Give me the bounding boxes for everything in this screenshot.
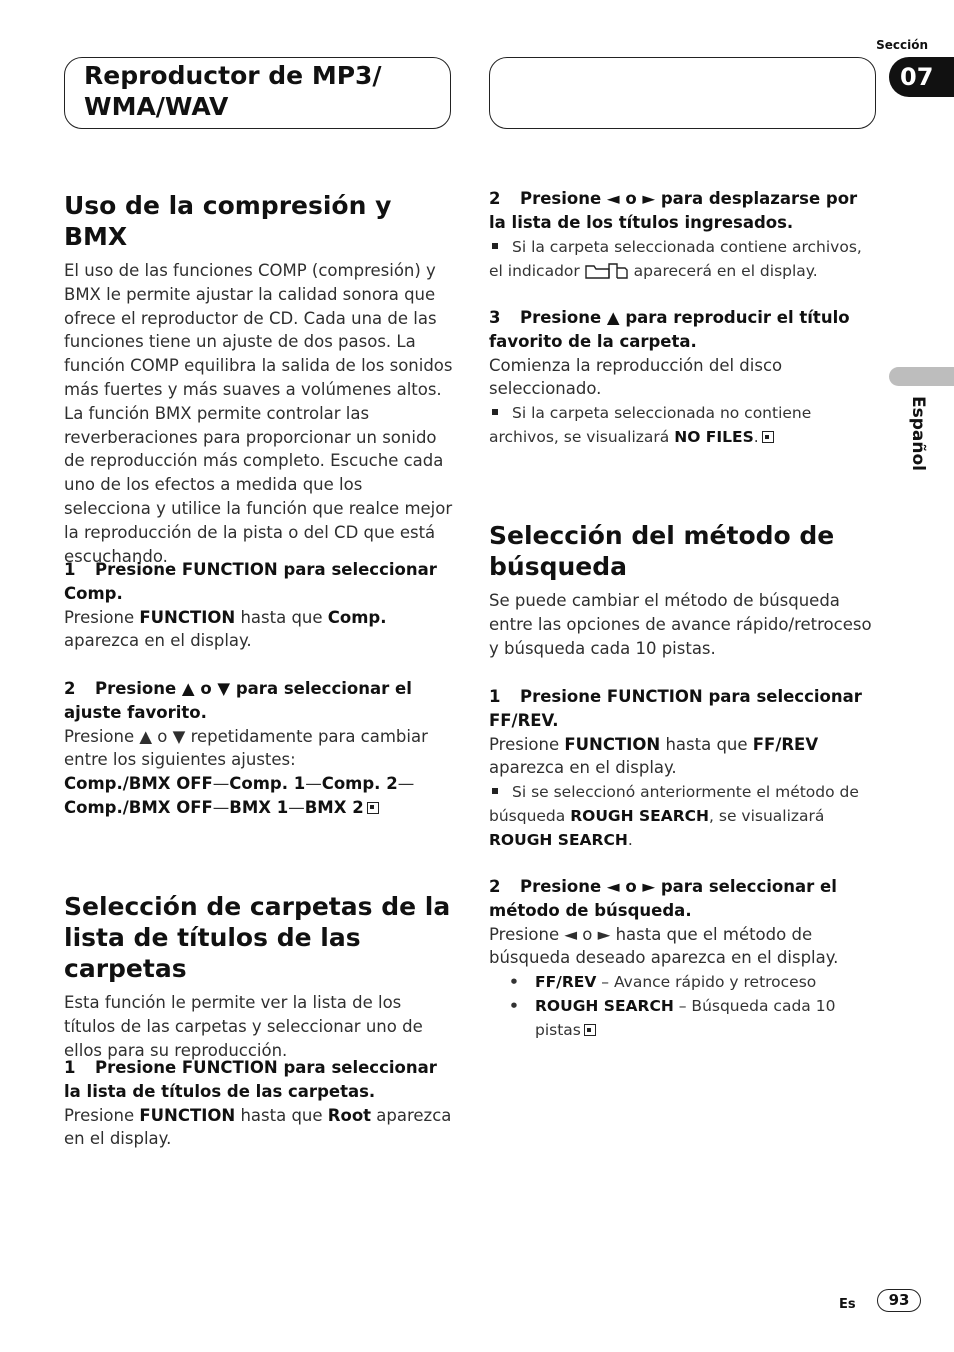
dash: — — [397, 774, 415, 794]
note — [489, 780, 877, 852]
footer-language-code: Es — [839, 1297, 856, 1312]
dash: — — [288, 797, 305, 817]
key-function: FUNCTION — [139, 607, 236, 627]
note-text: aparecerá en el display. — [628, 261, 818, 280]
section-title: Selección de carpetas de la lista de títulos de las carpetas — [64, 892, 451, 983]
text: aparezca en el display. — [489, 758, 677, 778]
section-compression-bmx — [64, 190, 454, 568]
dash: — — [305, 774, 322, 794]
step-title: Presione ◄ o ► para desplazarse por la lista de los títulos ingresados. — [489, 189, 858, 232]
section-title: Selección del método de búsqueda — [489, 521, 835, 581]
end-mark-icon — [367, 802, 379, 814]
bullet-icon: • — [509, 973, 519, 992]
step-2-select-method — [489, 875, 877, 1042]
text: hasta que — [660, 734, 753, 754]
section-title: Uso de la compresión y BMX — [64, 191, 392, 251]
setting-value: Comp. 2 — [321, 774, 398, 794]
text: aparezca en el display. — [64, 631, 252, 651]
text: Presione — [64, 1105, 140, 1125]
step-heading — [64, 1056, 454, 1104]
end-mark-icon — [762, 431, 774, 443]
step-number: 3 — [489, 308, 501, 327]
note-text: Si se seleccionó anteriormente el método de búsqueda — [489, 783, 859, 826]
page-number: 93 — [877, 1289, 921, 1312]
step-heading — [489, 875, 877, 923]
note-text: . — [627, 831, 633, 850]
step-1-ffrev — [489, 685, 877, 852]
step-title: Presione FUNCTION para seleccionar la lista de títulos de las carpetas. — [64, 1058, 437, 1101]
note-text: Si la carpeta seleccionada contiene archivos, el indicador — [489, 237, 862, 280]
settings-sequence — [64, 772, 454, 820]
step-heading — [489, 187, 877, 235]
dash: — — [212, 797, 230, 817]
step-heading — [489, 306, 877, 354]
note-bullet-icon — [492, 788, 498, 794]
display-rough-search: ROUGH SEARCH — [570, 807, 710, 826]
setting-value: Comp./BMX OFF — [64, 774, 213, 794]
display-root: Root — [327, 1105, 372, 1125]
end-mark-icon — [584, 1024, 596, 1036]
step-1-comp — [64, 558, 454, 653]
note-bullet-icon — [492, 243, 498, 249]
text: Presione — [64, 607, 140, 627]
section-search-method — [489, 520, 877, 660]
step-body: Presione ◄ o ► hasta que el método de búsqueda deseado aparezca en el display. — [489, 924, 839, 968]
key-function: FUNCTION — [139, 1105, 236, 1125]
text: aparezca en el display. — [64, 1105, 452, 1149]
step-title: Presione FUNCTION para seleccionar FF/REV. — [489, 687, 862, 730]
dash: — — [212, 774, 230, 794]
setting-value: Comp. 1 — [229, 774, 306, 794]
step-title: Presione ▲ para reproducir el título favorito de la carpeta. — [489, 308, 850, 351]
section-intro: Se puede cambiar el método de búsqueda entre las opciones de avance rápido/retroceso y búsqueda cada 10 pistas. — [489, 591, 872, 658]
display-comp: Comp. — [327, 607, 387, 627]
bullet-icon: • — [509, 997, 519, 1016]
step-number: 2 — [489, 877, 501, 896]
step-number: 1 — [64, 560, 76, 579]
key-function: FUNCTION — [564, 734, 661, 754]
step-body — [489, 733, 877, 781]
step-title: Presione ▲ o ▼ para seleccionar el ajuste favorito. — [64, 679, 412, 722]
section-label: Sección — [876, 38, 928, 52]
text: hasta que — [235, 1105, 328, 1125]
list-item — [489, 994, 877, 1042]
note-text: Si la carpeta seleccionada no contiene archivos, se visualizará — [489, 404, 812, 447]
display-rough-search: ROUGH SEARCH — [489, 831, 628, 850]
step-heading — [64, 677, 454, 725]
step-number: 2 — [489, 189, 501, 208]
option-desc: – Avance rápido y retroceso — [596, 973, 817, 992]
section-folder-list — [64, 891, 454, 1062]
step-body — [64, 1104, 454, 1152]
setting-value: Comp./BMX OFF — [64, 797, 213, 817]
step-number: 1 — [489, 687, 501, 706]
display-ffrev: FF/REV — [752, 734, 819, 754]
display-no-files: NO FILES — [674, 428, 754, 447]
folder-indicator-icon — [585, 263, 629, 279]
option-desc: – Búsqueda cada 10 pistas — [535, 997, 836, 1040]
note — [489, 401, 877, 449]
language-tab — [889, 367, 954, 386]
list-item — [489, 970, 877, 994]
section-number-badge: 07 — [889, 57, 954, 97]
step-body — [64, 606, 454, 654]
note-bullet-icon — [492, 409, 498, 415]
text: Presione — [489, 734, 565, 754]
step-heading — [64, 558, 454, 606]
blank-header-box — [489, 57, 876, 129]
note — [489, 235, 877, 283]
step-number: 1 — [64, 1058, 76, 1077]
section-intro: Esta función le permite ver la lista de los títulos de las carpetas y seleccionar uno de ellos para su reproducción. — [64, 993, 423, 1060]
step-heading — [489, 685, 877, 733]
step-body: Presione ▲ o ▼ repetidamente para cambiar entre los siguientes ajustes: — [64, 726, 428, 770]
setting-value: BMX 1 — [229, 797, 289, 817]
language-label: Español — [908, 396, 928, 471]
step-title: Presione ◄ o ► para seleccionar el método de búsqueda. — [489, 877, 837, 920]
step-3-play-title — [489, 306, 877, 449]
text: hasta que — [235, 607, 328, 627]
note-text: . — [753, 428, 759, 447]
note-text: , se visualizará — [709, 807, 825, 826]
step-2-scroll-list — [489, 187, 877, 283]
step-2-setting — [64, 677, 454, 820]
chapter-title: Reproductor de MP3/ WMA/WAV — [84, 61, 382, 121]
step-1-folder-list — [64, 1056, 454, 1151]
step-body: Comienza la reproducción del disco seleccionado. — [489, 355, 783, 399]
step-number: 2 — [64, 679, 76, 698]
setting-value: BMX 2 — [304, 797, 364, 817]
option-label: FF/REV — [535, 973, 597, 992]
section-intro: El uso de las funciones COMP (compresión) y BMX le permite ajustar la calidad sonora que ofrece el reproductor de CD. Cada una de las funciones tiene un ajuste de dos pasos. La función COMP equilibra la salida de los sonidos más fuertes y más suaves a volúmenes altos. La función BMX permite controlar las reverberaciones para proporcionar un sonido de reproducción más completo. Escuche cada uno de los efectos a medida que los selecciona y utilice la función que realce mejor la reproducción de la pista o del CD que está escuchando. — [64, 261, 453, 566]
option-label: ROUGH SEARCH — [535, 997, 674, 1016]
step-title: Presione FUNCTION para seleccionar Comp. — [64, 560, 437, 603]
